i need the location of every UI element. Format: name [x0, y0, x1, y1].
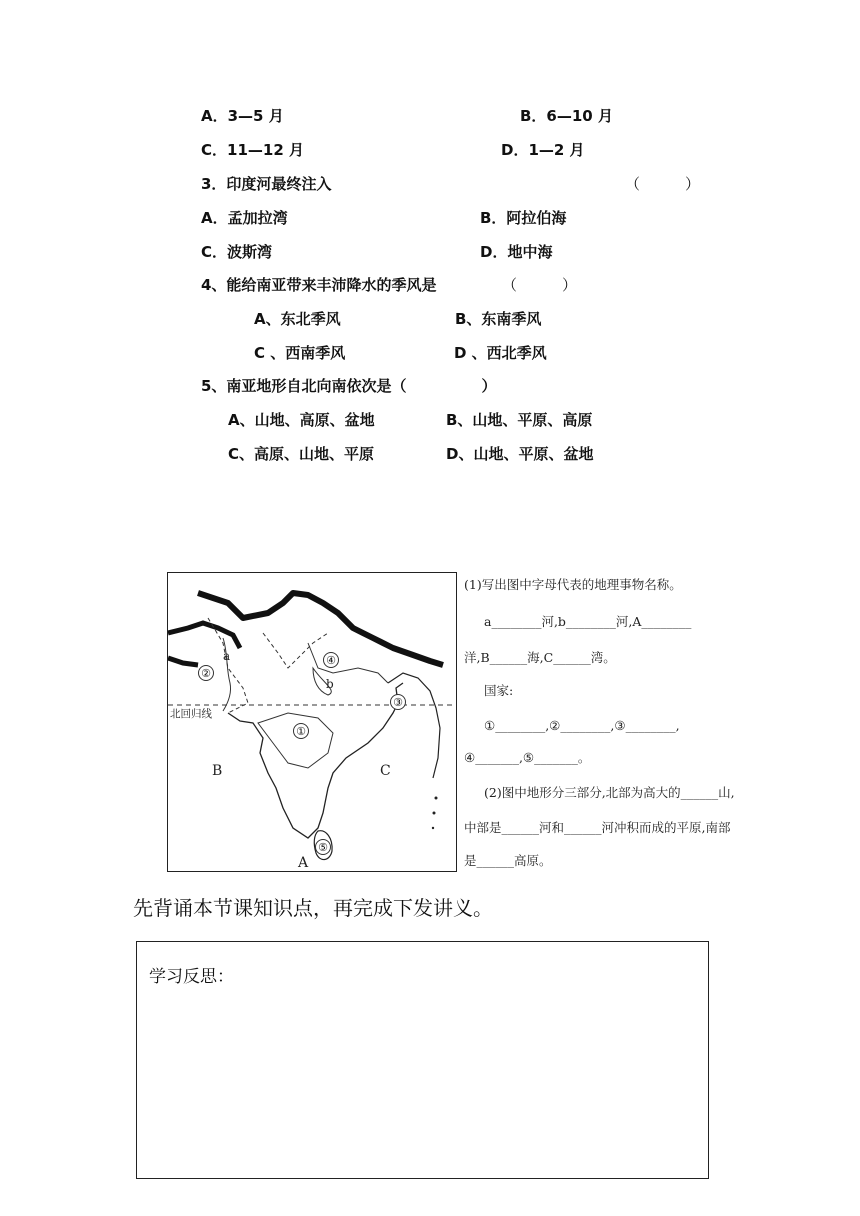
india-coastline — [228, 683, 403, 838]
map-label-indian-ocean: A — [298, 855, 309, 871]
map-label-arabian-sea: B — [212, 763, 223, 779]
q2-option-b: B．6—10 月 — [520, 107, 613, 125]
q3-stem: 3．印度河最终注入 — [201, 175, 332, 193]
map-label-a: a — [223, 649, 231, 663]
reflection-label: 学习反思： — [149, 967, 234, 987]
map-q1-countries-line1: ①________,②________,③________, — [484, 718, 680, 733]
q3-option-b: B．阿拉伯海 — [480, 209, 567, 227]
map-q1-countries-line2: ④_______,⑤_______。 — [464, 750, 591, 765]
south-asia-map — [167, 572, 457, 872]
deccan-outline — [258, 713, 333, 768]
q5-stem: 5、南亚地形自北向南依次是（ ） — [201, 377, 497, 395]
map-q2-line3: 是______高原。 — [464, 853, 552, 868]
map-circle-2: ② — [198, 665, 214, 681]
q4-option-c: C 、西南季风 — [254, 344, 346, 362]
himalaya-range — [198, 593, 443, 665]
map-q2-line2: 中部是______河和______河冲积而成的平原,南部 — [464, 820, 731, 835]
q3-option-c: C．波斯湾 — [201, 243, 273, 261]
india-north-border — [263, 633, 328, 668]
q2-option-d: D．1—2 月 — [501, 141, 585, 159]
q5-option-c: C、高原、山地、平原 — [228, 445, 375, 463]
map-q1-prompt: (1)写出图中字母代表的地理事物名称。 — [464, 577, 682, 592]
instruction-text: 先背诵本节课知识点，再完成下发讲义。 — [133, 896, 493, 920]
map-circle-1: ① — [293, 723, 309, 739]
western-mountains — [168, 623, 240, 648]
map-drawing — [168, 573, 457, 872]
map-label-bay-of-bengal: C — [380, 763, 391, 779]
iran-border-mountains — [168, 658, 198, 665]
map-circle-4: ④ — [323, 652, 339, 668]
q3-option-a: A．孟加拉湾 — [201, 209, 288, 227]
q2-option-c: C．11—12 月 — [201, 141, 304, 159]
map-q1-line-seas: 洋,B______海,C______湾。 — [464, 650, 616, 665]
q4-option-a: A、东北季风 — [254, 310, 341, 328]
map-circle-3: ③ — [390, 694, 406, 710]
map-q2-line1: (2)图中地形分三部分,北部为高大的______山, — [484, 785, 735, 800]
q2-option-a: A．3—5 月 — [201, 107, 284, 125]
map-label-b: b — [326, 677, 334, 691]
q4-stem: 4、能给南亚带来丰沛降水的季风是 — [201, 276, 437, 294]
q4-answer-paren: （ ） — [502, 276, 578, 294]
q5-option-a: A、山地、高原、盆地 — [228, 411, 375, 429]
map-label-tropic: 北回归线 — [170, 708, 212, 720]
q3-answer-paren: （ ） — [625, 175, 701, 193]
q3-option-d: D．地中海 — [480, 243, 553, 261]
q4-option-d: D 、西北季风 — [454, 344, 547, 362]
q5-option-d: D、山地、平原、盆地 — [446, 445, 594, 463]
reflection-box[interactable] — [136, 941, 709, 1179]
map-q1-line-rivers: a________河,b________河,A________ — [484, 614, 692, 629]
q4-option-b: B、东南季风 — [455, 310, 542, 328]
map-circle-5: ⑤ — [315, 839, 331, 855]
q5-option-b: B、山地、平原、高原 — [446, 411, 593, 429]
map-q1-countries-label: 国家: — [484, 683, 514, 698]
